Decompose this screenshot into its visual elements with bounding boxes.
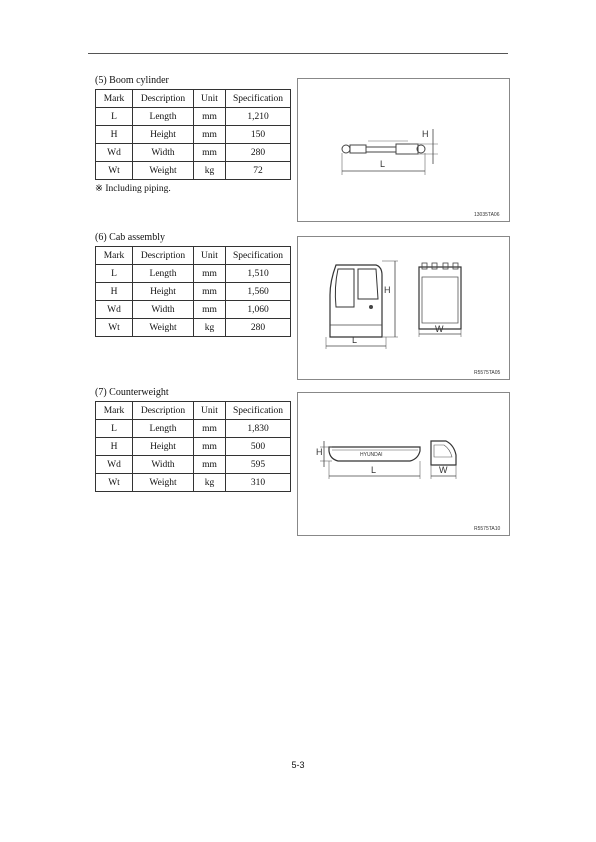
- cell-description: Width: [133, 456, 194, 474]
- cell-description: Length: [133, 108, 194, 126]
- table-row: [96, 162, 291, 180]
- cell-spec: 1,510: [226, 265, 291, 283]
- cell-spec: 1,210: [226, 108, 291, 126]
- cell-unit: kg: [194, 474, 226, 492]
- cell-mark: H: [96, 283, 133, 301]
- dimension-w-label: W: [439, 465, 448, 475]
- dimension-l-label: L: [371, 465, 377, 475]
- cell-mark: L: [96, 108, 133, 126]
- cell-unit: mm: [194, 456, 226, 474]
- cell-unit: mm: [194, 438, 226, 456]
- cell-mark: Wt: [96, 474, 133, 492]
- cab-assembly-figure: [297, 236, 510, 380]
- dimension-h-label: H: [316, 447, 323, 457]
- dimension-l-label: L: [380, 159, 386, 169]
- cell-spec: 500: [226, 438, 291, 456]
- cell-mark: Wd: [96, 144, 133, 162]
- cell-unit: mm: [194, 420, 226, 438]
- cell-unit: kg: [194, 162, 226, 180]
- spec-table: [95, 401, 291, 492]
- cell-unit: mm: [194, 283, 226, 301]
- boom-cylinder-drawing: [298, 79, 509, 221]
- table-header-row: [96, 247, 291, 265]
- header-description: Description: [133, 247, 194, 265]
- section-caption: (5) Boom cylinder: [95, 75, 169, 86]
- header-unit: Unit: [194, 90, 226, 108]
- section-caption: (7) Counterweight: [95, 387, 169, 398]
- table-row: [96, 126, 291, 144]
- cell-mark: L: [96, 420, 133, 438]
- table-header-row: [96, 90, 291, 108]
- header-unit: Unit: [194, 247, 226, 265]
- cell-description: Width: [133, 144, 194, 162]
- cell-unit: mm: [194, 108, 226, 126]
- page-number: 5-3: [291, 760, 305, 770]
- cell-unit: kg: [194, 319, 226, 337]
- table-row: [96, 438, 291, 456]
- counterweight-drawing: [298, 393, 509, 535]
- boom-cylinder-section: [95, 75, 291, 194]
- dimension-h-label: H: [384, 285, 391, 295]
- cell-description: Width: [133, 301, 194, 319]
- cell-description: Weight: [133, 162, 194, 180]
- cell-mark: L: [96, 265, 133, 283]
- cab-assembly-section: [95, 232, 291, 337]
- cell-description: Weight: [133, 319, 194, 337]
- header-specification: Specification: [226, 90, 291, 108]
- spec-table: [95, 246, 291, 337]
- table-row: [96, 456, 291, 474]
- table-row: [96, 144, 291, 162]
- header-description: Description: [133, 90, 194, 108]
- cell-description: Height: [133, 438, 194, 456]
- cell-unit: mm: [194, 265, 226, 283]
- cell-spec: 1,830: [226, 420, 291, 438]
- header-specification: Specification: [226, 247, 291, 265]
- cell-spec: 280: [226, 319, 291, 337]
- spec-table: [95, 89, 291, 180]
- cell-spec: 595: [226, 456, 291, 474]
- table-row: [96, 283, 291, 301]
- table-row: [96, 301, 291, 319]
- figure-code: 13035TA06: [474, 212, 500, 218]
- counterweight-section: [95, 387, 291, 492]
- boom-cylinder-figure: [297, 78, 510, 222]
- table-note: ※ Including piping.: [95, 184, 171, 194]
- table-row: [96, 108, 291, 126]
- counterweight-figure: [297, 392, 510, 536]
- figure-code: R5575TA05: [474, 370, 501, 376]
- cell-mark: Wt: [96, 162, 133, 180]
- cell-mark: H: [96, 438, 133, 456]
- dimension-l-label: L: [352, 335, 358, 345]
- cell-mark: Wd: [96, 456, 133, 474]
- dimension-w-label: W: [435, 324, 444, 334]
- header-description: Description: [133, 402, 194, 420]
- table-row: [96, 474, 291, 492]
- cell-unit: mm: [194, 144, 226, 162]
- header-mark: Mark: [96, 90, 133, 108]
- cell-spec: 310: [226, 474, 291, 492]
- cell-spec: 72: [226, 162, 291, 180]
- brand-text: HYUNDAI: [360, 452, 383, 458]
- table-header-row: [96, 402, 291, 420]
- cell-mark: Wd: [96, 301, 133, 319]
- header-mark: Mark: [96, 402, 133, 420]
- table-row: [96, 319, 291, 337]
- cell-description: Length: [133, 420, 194, 438]
- section-caption: (6) Cab assembly: [95, 232, 165, 243]
- table-row: [96, 420, 291, 438]
- table-row: [96, 265, 291, 283]
- cell-description: Weight: [133, 474, 194, 492]
- cell-description: Length: [133, 265, 194, 283]
- cab-assembly-drawing: [298, 237, 509, 379]
- dimension-h-label: H: [422, 129, 429, 139]
- cell-unit: mm: [194, 301, 226, 319]
- cell-mark: Wt: [96, 319, 133, 337]
- cell-spec: 1,060: [226, 301, 291, 319]
- cell-spec: 150: [226, 126, 291, 144]
- cell-description: Height: [133, 126, 194, 144]
- header-specification: Specification: [226, 402, 291, 420]
- cell-unit: mm: [194, 126, 226, 144]
- figure-code: R5575TA10: [474, 526, 501, 532]
- cell-description: Height: [133, 283, 194, 301]
- cell-spec: 280: [226, 144, 291, 162]
- cell-mark: H: [96, 126, 133, 144]
- header-unit: Unit: [194, 402, 226, 420]
- header-rule: [88, 53, 508, 54]
- header-mark: Mark: [96, 247, 133, 265]
- cell-spec: 1,560: [226, 283, 291, 301]
